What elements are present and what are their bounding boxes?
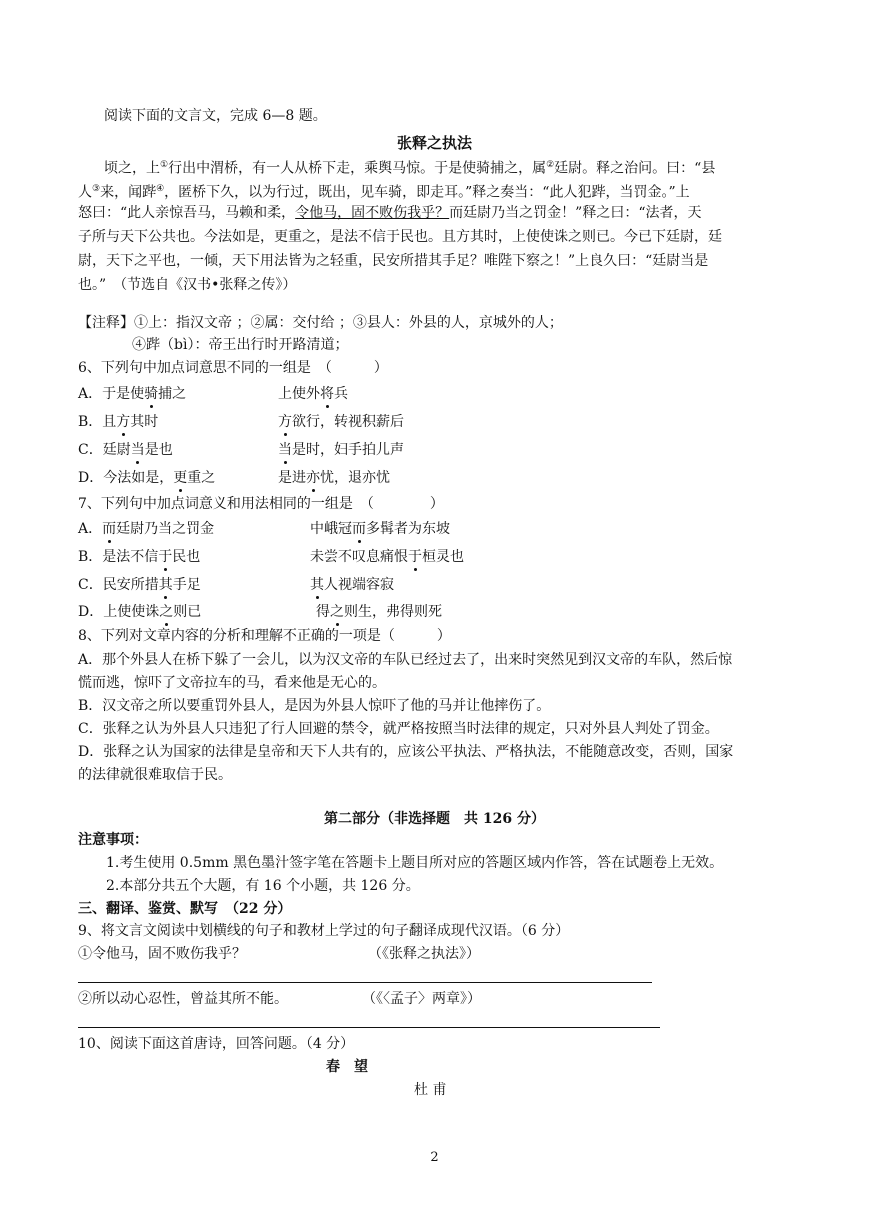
- notes-line-1: 【注释】①上：指汉文帝 ；②属：交付给 ；③县人：外县的人，京城外的人；: [78, 315, 563, 331]
- q9-sentence-2: ②所以动心忍性，曾益其所不能。: [78, 991, 288, 1007]
- q7-option-a-right: 中峨冠而多髯者为东坡: [310, 518, 450, 538]
- q6-option-d-left: D．今法如是，更重之: [78, 467, 215, 487]
- q7-stem: 7、下列句中加点词意义和用法相同的一组是 （ ）: [78, 496, 444, 512]
- q9-sentence-2-source: （《〈孟子〉两章》）: [362, 991, 481, 1007]
- q9-sentence-1-source: （《张释之执法》）: [368, 946, 480, 962]
- poem-title: 春 望: [326, 1059, 368, 1075]
- q6-stem: 6、下列句中加点词意思不同的一组是 （ ）: [78, 360, 388, 376]
- notes-line-2: ④跸（bì）：帝王出行时开路清道；: [132, 337, 349, 353]
- notice-label: 注意事项：: [78, 832, 148, 848]
- q6-option-b-right: 方欲行，转视积薪后: [278, 411, 404, 431]
- q8-option-a-line2: 慌而逃，惊吓了文帝拉车的马，看来他是无心的。: [78, 675, 386, 691]
- answer-line-2: [78, 1027, 660, 1028]
- q8-option-c: C．张释之认为外县人只违犯了行人回避的禁令，就严格按照当时法律的规定，只对外县人判处了罚金。: [78, 721, 719, 737]
- passage-line-2: 人③来，闻跸④，匿桥下久，以为行过，既出，见车骑，即走耳。”释之奏当：“此人犯跸，当罚金。”上: [78, 184, 690, 201]
- q8-option-d-line1: D．张释之认为国家的法律是皇帝和天下人共有的，应该公平执法、严格执法，不能随意改变，否则，国家: [78, 744, 734, 760]
- q6-option-c-right: 当是时，妇手拍儿声: [278, 439, 404, 459]
- q7-option-c-right: 其人视端容寂: [310, 574, 394, 594]
- q10-stem: 10、阅读下面这首唐诗，回答问题。（4 分）: [78, 1036, 355, 1052]
- notice-item-1: 1.考生使用 0.5mm 黑色墨汁签字笔在答题卡上题目所对应的答题区域内作答，答在试题卷上无效。: [106, 855, 724, 871]
- page-number: 2: [430, 1150, 439, 1165]
- q9-sentence-1: ①令他马，固不败伤我乎？: [78, 946, 246, 962]
- q7-option-d-right: 得之则生，弗得则死: [316, 601, 442, 621]
- q6-option-c-left: C．廷尉当是也: [78, 439, 173, 459]
- q7-option-c-left: C．民安所措其手足: [78, 574, 201, 594]
- passage-line-6: 也。” （节选自《汉书•张释之传》）: [78, 277, 297, 293]
- answer-line-1: [78, 982, 652, 983]
- underlined-sentence: 令他马，固不败伤我乎？: [295, 205, 450, 221]
- poem-author: 杜 甫: [414, 1082, 447, 1098]
- q7-option-b-right: 未尝不叹息痛恨于桓灵也: [310, 546, 464, 566]
- q8-stem: 8、下列对文章内容的分析和理解不正确的一项是（ ）: [78, 628, 451, 644]
- q6-option-d-right: 是进亦忧，退亦忧: [278, 467, 390, 487]
- passage-line-4: 子所与天下公共也。今法如是，更重之，是法不信于民也。且方其时，上使使诛之则已。今已下廷尉，廷: [78, 229, 722, 245]
- q7-option-d-left: D．上使使诛之则已: [78, 601, 201, 621]
- passage-line-3: 怒曰：“此人亲惊吾马，马赖和柔，令他马，固不败伤我乎？而廷尉乃当之罚金！”释之曰：“法者，天: [78, 205, 702, 221]
- q9-stem: 9、将文言文阅读中划横线的句子和教材上学过的句子翻译成现代汉语。（6 分）: [78, 923, 570, 939]
- reading-intro: 阅读下面的文言文，完成 6—8 题。: [104, 108, 327, 124]
- passage-line-5: 尉，天下之平也，一倾，天下用法皆为之轻重，民安所措其手足？唯陛下察之！”上良久曰：“廷尉当是: [78, 253, 709, 269]
- part2-title: 第二部分（非选择题 共 126 分）: [324, 811, 545, 827]
- passage-title: 张释之执法: [396, 134, 472, 152]
- section-3-heading: 三、翻译、鉴赏、默写 （22 分）: [78, 901, 292, 917]
- q8-option-a-line1: A．那个外县人在桥下躲了一会儿，以为汉文帝的车队已经过去了，出来时突然见到汉文帝的车队，然后惊: [78, 652, 733, 668]
- q7-option-b-left: B．是法不信于民也: [78, 546, 200, 566]
- q7-option-a-left: A．而廷尉乃当之罚金: [78, 518, 214, 538]
- q8-option-b: B．汉文帝之所以要重罚外县人，是因为外县人惊吓了他的马并让他摔伤了。: [78, 698, 551, 714]
- notice-item-2: 2.本部分共五个大题，有 16 个小题，共 126 分。: [106, 878, 420, 894]
- q6-option-b-left: B．且方其时: [78, 411, 158, 431]
- q6-option-a-left: A．于是使骑捕之: [78, 383, 186, 403]
- passage-line-1: 顷之，上①行出中渭桥，有一人从桥下走，乘舆马惊。于是使骑捕之，属②廷尉。释之治问。曰：“县: [104, 160, 716, 177]
- q8-option-d-line2: 的法律就很难取信于民。: [78, 767, 232, 783]
- q6-option-a-right: 上使外将兵: [278, 383, 348, 403]
